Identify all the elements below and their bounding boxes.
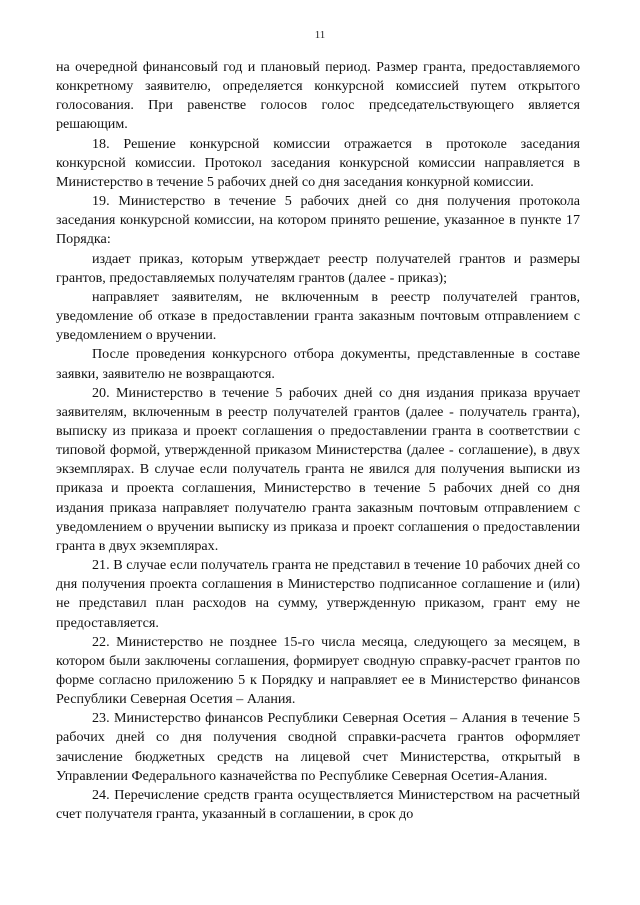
paragraph-23: 23. Министерство финансов Республики Северная Осетия – Алания в течение 5 рабочих дней со дня получения сводной справки-расчета грантов оформляет зачисление бюджетных средств на лицевой счет Министерства, открытый в Управлении Федерального казначейства по Республике Северная Осетия-Алания. bbox=[56, 710, 580, 784]
paragraph-documents-not-returned: После проведения конкурсного отбора документы, представленные в составе заявки, заявителю не возвращаются. bbox=[56, 346, 580, 382]
page-number: 11 bbox=[314, 29, 326, 41]
paragraph-continuation: на очередной финансовый год и плановый период. Размер гранта, предоставляемого конкретному заявителю, определяется конкурсной комиссией путем открытого голосования. При равенстве голосов голос председательствующего является решающим. bbox=[56, 59, 580, 133]
paragraph-19-item-notice: направляет заявителям, не включенным в реестр получателей грантов, уведомление об отказе в предоставлении гранта заказным почтовым отправлением с уведомлением о вручении. bbox=[56, 288, 580, 344]
paragraph-24: 24. Перечисление средств гранта осуществляется Министерством на расчетный счет получателя гранта, указанный в соглашении, в срок до bbox=[56, 786, 580, 823]
paragraph-19-item-order: издает приказ, которым утверждает реестр получателей грантов и размеры грантов, предоставляемых получателям грантов (далее - приказ); bbox=[56, 250, 580, 286]
paragraph-19: 19. Министерство в течение 5 рабочих дней со дня получения протокола заседания конкурсной комиссии, на котором принято решение, указанное в пункте 17 Порядка: bbox=[56, 193, 580, 248]
paragraph-22: 22. Министерство не позднее 15-го числа месяца, следующего за месяцем, в котором были заключены соглашения, формирует сводную справку-расчет грантов по форме согласно приложению 5 к Порядку и направляет ее в Министерство финансов Республики Северная Осетия – Алания. bbox=[56, 633, 580, 708]
paragraph-20: 20. Министерство в течение 5 рабочих дней со дня издания приказа вручает заявителям, включенным в реестр получателей грантов (далее - получатель гранта), выписку из приказа и проект соглашения о предоставлении гранта в соответствии с типовой формой, утвержденной приказом Министерства (далее - соглашение), в двух экземплярах. В случае если получатель гранта не явился для получения выписки из приказа и проекта соглашения, Министерство в течение 5 рабочих дней со дня издания приказа направляет получателю гранта заказным почтовым отправлением с уведомлением о вручении выписку из приказа и проект соглашения о предоставлении гранта в двух экземплярах. bbox=[56, 384, 580, 554]
paragraph-18: 18. Решение конкурсной комиссии отражается в протоколе заседания конкурсной комиссии. Протокол заседания конкурсной комиссии направляется в Министерство в течение 5 рабочих дней со дня заседания конкурной комиссии. bbox=[56, 135, 580, 190]
document-body bbox=[56, 58, 580, 824]
paragraph-21: 21. В случае если получатель гранта не представил в течение 10 рабочих дней со дня получения проекта соглашения в Министерство подписанное соглашение и (или) не представил план расходов на сумму, утвержденную приказом, грант ему не предоставляется. bbox=[56, 557, 580, 631]
